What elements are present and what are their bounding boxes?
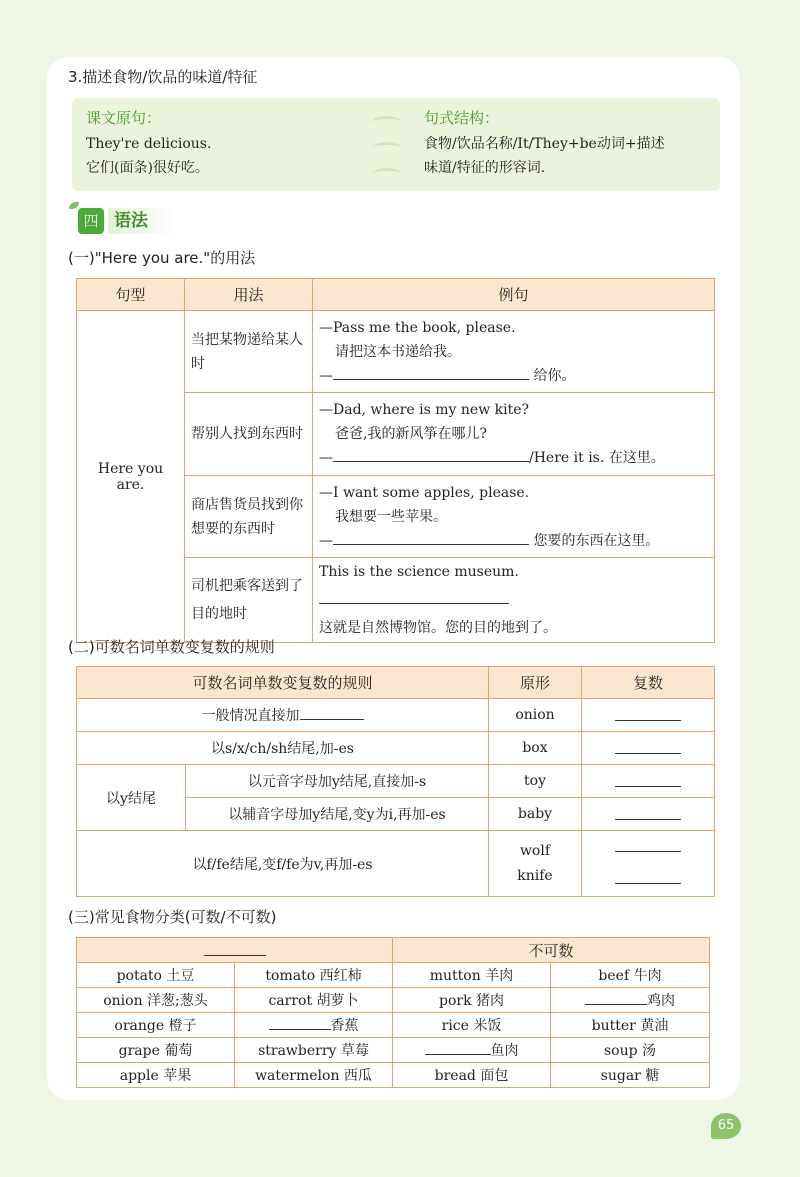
food-cell: watermelon 西瓜 — [235, 1063, 393, 1088]
plural-cell[interactable] — [582, 831, 715, 897]
answer-blank[interactable] — [333, 447, 529, 462]
base-word: box — [489, 732, 582, 765]
base-word: wolf — [519, 842, 551, 859]
example-line: —I want some apples, please. — [319, 484, 530, 501]
section-badge: 四 — [78, 208, 104, 234]
food-cell: grape 葡萄 — [77, 1038, 235, 1063]
arrow-decoration — [372, 116, 402, 129]
part2-heading: (二)可数名词单数变复数的规则 — [68, 638, 275, 656]
part3-heading: (三)常见食物分类(可数/不可数) — [68, 908, 277, 926]
food-cell: butter 黄油 — [551, 1013, 710, 1038]
base-word: knife — [517, 867, 553, 884]
food-cell — [235, 1013, 393, 1038]
plural-cell[interactable] — [582, 765, 715, 798]
arrow-decoration — [372, 168, 402, 181]
header-sentence: 句型 — [77, 279, 185, 311]
food-cell: tomato 西红柿 — [235, 963, 393, 988]
page-number: 65 — [711, 1113, 741, 1139]
example-line: 这就是自然博物馆。您的目的地到了。 — [319, 620, 557, 636]
rule-cell: 以s/x/ch/sh结尾,加-es — [77, 732, 489, 765]
answer-blank[interactable] — [269, 1015, 331, 1030]
example-line: 我想要一些苹果。 — [335, 508, 447, 525]
example-line: —Dad, where is my new kite? — [319, 402, 530, 418]
answer-blank[interactable] — [333, 530, 529, 545]
food-cell: pork 猪肉 — [393, 988, 551, 1013]
original-en: They're delicious. — [86, 136, 212, 152]
food-cell: rice 米饭 — [393, 1013, 551, 1038]
answer-blank[interactable] — [615, 739, 681, 754]
plural-cell[interactable] — [582, 732, 715, 765]
structure-line2: 味道/特征的形容词. — [424, 160, 546, 176]
base-word: onion — [489, 699, 582, 732]
answer-blank[interactable] — [615, 805, 681, 820]
food-cell: strawberry 草莓 — [235, 1038, 393, 1063]
header-plural: 复数 — [582, 667, 715, 699]
plural-rules-table — [76, 666, 715, 897]
arrow-decoration — [372, 142, 402, 155]
food-cell — [551, 988, 710, 1013]
usage-cell: 司机把乘客送到了目的地时 — [185, 558, 313, 643]
food-cell: orange 橙子 — [77, 1013, 235, 1038]
plural-cell[interactable] — [582, 699, 715, 732]
example-line: —Pass me the book, please. — [319, 319, 516, 336]
part1-heading: (一)"Here you are."的用法 — [68, 249, 256, 267]
answer-blank[interactable] — [333, 365, 529, 380]
answer-blank[interactable] — [425, 1040, 491, 1055]
food-cell: soup 汤 — [551, 1038, 710, 1063]
example-line: 爸爸,我的新风筝在哪儿? — [335, 426, 487, 442]
original-cn: 它们(面条)很好吃。 — [86, 160, 209, 176]
example-cell — [313, 311, 715, 393]
food-cn: 鸡肉 — [647, 993, 675, 1009]
rule-text: 一般情况直接加 — [201, 708, 300, 724]
section3-heading: 3.描述食物/饮品的味道/特征 — [68, 68, 258, 86]
dash: — — [319, 367, 333, 384]
food-cell: carrot 胡萝卜 — [235, 988, 393, 1013]
original-sentence-block — [86, 106, 211, 180]
example-line: 给你。 — [533, 367, 576, 384]
header-example: 例句 — [313, 279, 715, 311]
header-countable[interactable] — [77, 938, 393, 963]
dash: — — [319, 532, 333, 549]
food-cell: bread 面包 — [393, 1063, 551, 1088]
example-line: This is the science museum. — [319, 564, 519, 580]
base-word-cell — [489, 831, 582, 897]
answer-blank[interactable] — [300, 705, 364, 720]
original-title: 课文原句： — [86, 109, 162, 127]
answer-blank[interactable] — [204, 941, 266, 956]
rule-cell — [77, 699, 489, 732]
structure-block — [424, 106, 665, 180]
base-word: toy — [489, 765, 582, 798]
example-line: 您要的东西在这里。 — [533, 532, 660, 549]
example-line: 请把这本书递给我。 — [335, 343, 461, 360]
y-group-cell: 以y结尾 — [77, 765, 186, 831]
usage-cell: 商店售货员找到你想要的东西时 — [185, 476, 313, 558]
food-cn: 鱼肉 — [490, 1043, 519, 1059]
food-cn: 香蕉 — [330, 1018, 359, 1034]
dash: — — [319, 450, 333, 466]
answer-blank[interactable] — [319, 589, 509, 604]
structure-line1: 食物/饮品名称/It/They+be动词+描述 — [424, 136, 665, 152]
example-cell — [313, 476, 715, 558]
food-cell: onion 洋葱;葱头 — [77, 988, 235, 1013]
header-base: 原形 — [489, 667, 582, 699]
rule-cell: 以辅音字母加y结尾,变y为i,再加-es — [186, 798, 489, 831]
header-rule: 可数名词单数变复数的规则 — [77, 667, 489, 699]
food-cell: sugar 糖 — [551, 1063, 710, 1088]
answer-blank[interactable] — [615, 837, 681, 852]
food-cell — [393, 1038, 551, 1063]
answer-blank[interactable] — [615, 706, 681, 721]
rule-cell: 以f/fe结尾,变f/fe为v,再加-es — [77, 831, 489, 897]
food-category-table — [76, 937, 710, 1088]
section-title: 语法 — [108, 208, 176, 234]
example-cell — [313, 393, 715, 476]
food-cell: apple 苹果 — [77, 1063, 235, 1088]
header-usage: 用法 — [185, 279, 313, 311]
sentence-cell: Here you are. — [77, 311, 185, 643]
answer-blank[interactable] — [585, 990, 647, 1005]
food-cell: potato 土豆 — [77, 963, 235, 988]
usage-cell: 当把某物递给某人时 — [185, 311, 313, 393]
food-cell: beef 牛肉 — [551, 963, 710, 988]
food-cell: mutton 羊肉 — [393, 963, 551, 988]
here-you-are-table — [76, 278, 715, 643]
usage-cell: 帮别人找到东西时 — [185, 393, 313, 476]
header-uncountable: 不可数 — [393, 938, 710, 963]
rule-cell: 以元音字母加y结尾,直接加-s — [186, 765, 489, 798]
structure-title: 句式结构： — [424, 109, 500, 127]
example-line: /Here it is. 在这里。 — [529, 450, 665, 466]
base-word: baby — [489, 798, 582, 831]
answer-blank[interactable] — [615, 772, 681, 787]
answer-blank[interactable] — [615, 869, 681, 884]
example-cell — [313, 558, 715, 643]
plural-cell[interactable] — [582, 798, 715, 831]
